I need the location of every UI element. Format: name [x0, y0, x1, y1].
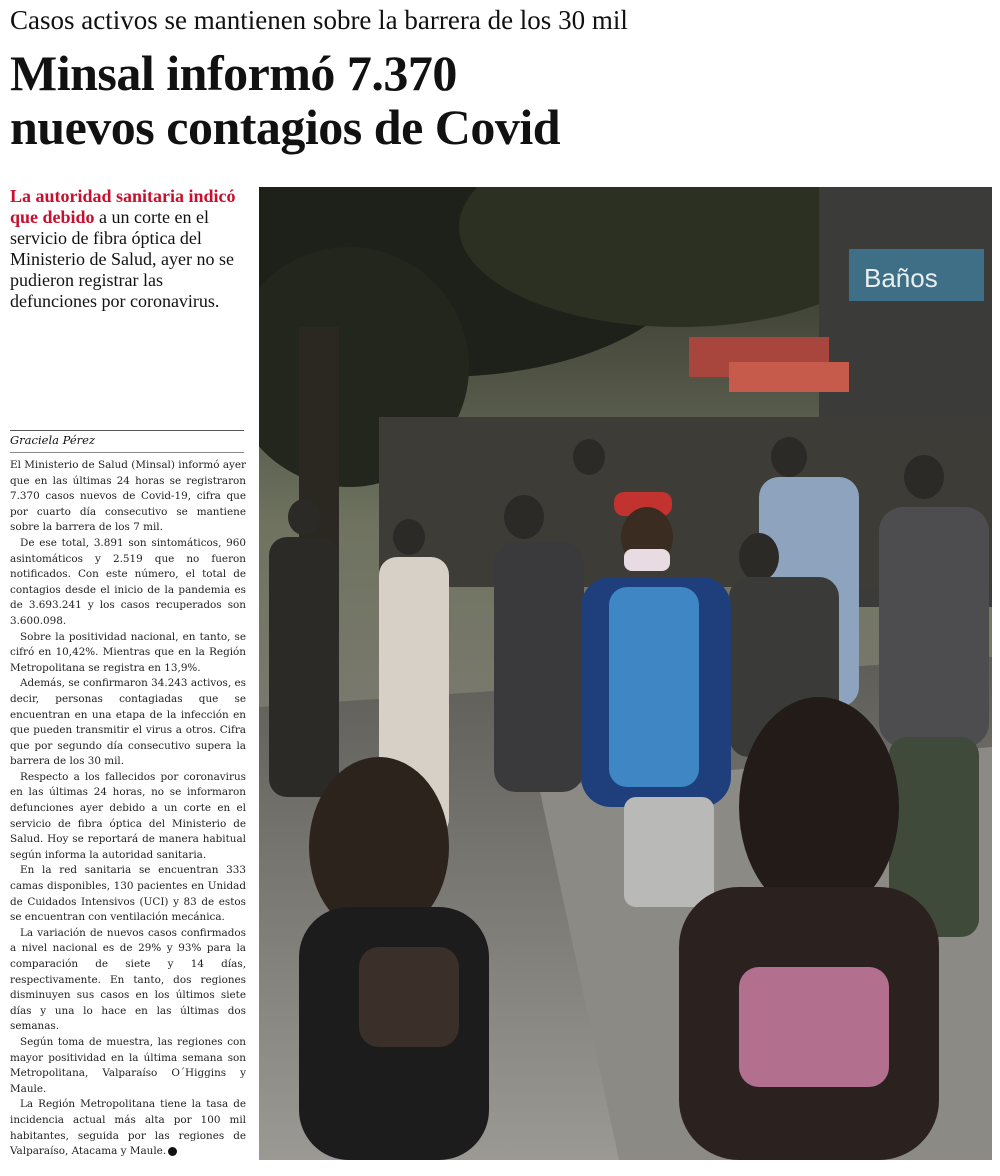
- body-paragraph: Respecto a los fallecidos por coronavirus en las últimas 24 horas, no se informaron defunciones ayer debido a un corte en el servicio de fibra óptica del Ministerio de Salud. Hoy se reportará de manera habitual según informa la autoridad sanitaria.: [10, 770, 246, 861]
- body-paragraph: Sobre la positividad nacional, en tanto, se cifró en 10,42%. Mientras que en la Región Metropolitana se registra en 13,9%.: [10, 630, 246, 674]
- body-paragraph: Según toma de muestra, las regiones con mayor positividad en la última semana son Metropolitana, Valparaíso O´Higgins y Maule.: [10, 1035, 246, 1095]
- article-body: [10, 458, 246, 1160]
- body-paragraph: [10, 1097, 246, 1159]
- street-crowd-photo: [259, 187, 992, 1160]
- body-paragraph: El Ministerio de Salud (Minsal) informó ayer que en las últimas 24 horas se registraron 7.370 casos nuevos de Covid-19, cifra que por cuarto día consecutivo se mantiene sobre la barrera de los 7 mil.: [10, 459, 246, 534]
- lead-rest: a un corte en el servicio de fibra óptica del Ministerio de Salud, ayer no se pudieron registrar las defunciones por coronavirus.: [10, 207, 234, 311]
- lead-paragraph: [10, 186, 248, 312]
- headline-line-2: nuevos contagios de Covid: [10, 99, 561, 155]
- lead-highlight: La autoridad sanitaria indicó que debido: [10, 186, 236, 227]
- headline: [10, 46, 560, 154]
- byline-rule-bottom: [10, 452, 244, 453]
- body-paragraph: Además, se confirmaron 34.243 activos, es decir, personas contagiadas que se encuentran en una etapa de la infección en que pueden transmitir el virus a otros. Cifra que por segundo día consecutivo supera la barrera de los 30 mil.: [10, 677, 246, 768]
- body-paragraph: De ese total, 3.891 son sintomáticos, 960 asintomáticos y 2.519 que no fueron notificados. Con este número, el total de contagios desde el inicio de la pandemia es de 3.693.241 y los casos recuperados son 3.600.098.: [10, 536, 246, 627]
- headline-line-1: Minsal informó 7.370: [10, 45, 457, 101]
- body-paragraph: En la red sanitaria se encuentran 333 camas disponibles, 130 pacientes en Unidad de Cuidados Intensivos (UCI) y 83 de estos se encuentran con ventilación mecánica.: [10, 864, 246, 924]
- end-mark-icon: [168, 1147, 177, 1156]
- byline-rule-top: [10, 430, 244, 431]
- sign-banos: Baños: [864, 263, 938, 293]
- byline: Graciela Pérez: [10, 433, 96, 447]
- body-paragraph: La variación de nuevos casos confirmados a nivel nacional es de 29% y 93% para la comparación de siete y 14 días, respectivamente. En tanto, dos regiones disminuyen sus casos en los últimos siete días y una lo hace en las últimas dos semanas.: [10, 926, 246, 1033]
- body-last-text: La Región Metropolitana tiene la tasa de incidencia actual más alta por 100 mil habitantes, seguida por las regiones de Valparaíso, Atacama y Maule.: [10, 1098, 246, 1158]
- kicker: Casos activos se mantienen sobre la barrera de los 30 mil: [10, 5, 628, 35]
